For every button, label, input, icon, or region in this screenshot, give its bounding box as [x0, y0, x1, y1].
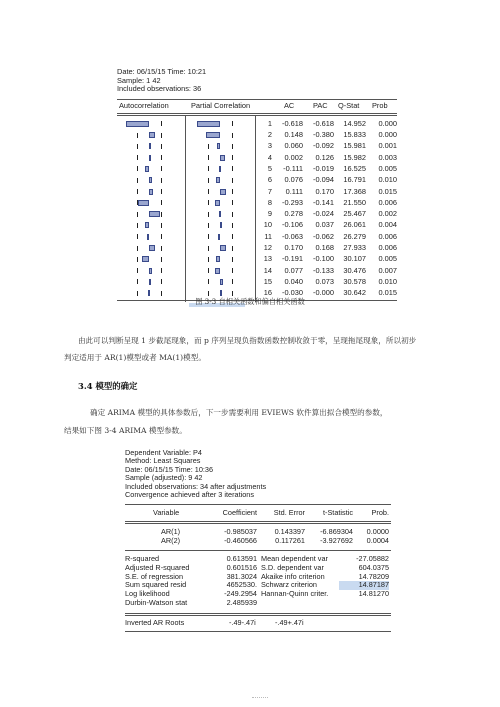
correlogram-row	[117, 188, 397, 198]
pac-value: 0.170	[315, 186, 334, 196]
pac-value: -0.062	[313, 231, 334, 241]
qstat-value: 16.525	[343, 163, 366, 173]
col-ac: AC	[284, 100, 295, 110]
confidence-mark	[137, 279, 138, 284]
correlogram-row	[117, 221, 397, 231]
ac-bar	[149, 143, 151, 149]
confidence-mark	[208, 200, 209, 205]
confidence-mark	[232, 234, 233, 239]
confidence-mark	[137, 133, 138, 138]
page-footer-mark	[252, 697, 268, 699]
pac-bar	[217, 143, 220, 149]
ac-bar	[138, 200, 149, 206]
ac-value: 0.002	[284, 152, 303, 162]
roots-label: Inverted AR Roots	[125, 617, 185, 627]
regression-output	[125, 449, 391, 632]
stat-value: -249.2954	[224, 589, 257, 599]
correlogram-row	[117, 233, 397, 243]
pac-value: -0.000	[313, 288, 334, 298]
ac-value: -0.111	[283, 163, 303, 173]
confidence-mark	[161, 133, 162, 138]
confidence-mark	[161, 155, 162, 160]
ac-bar	[148, 290, 150, 296]
dependent-variable: Dependent Variable: P4	[125, 448, 202, 457]
lag-number: 9	[267, 209, 272, 219]
stat-label: R-squared	[125, 554, 160, 564]
ac-value: -0.030	[282, 288, 303, 298]
stat-label: Log likelihood	[125, 589, 170, 599]
pac-bar	[216, 256, 220, 262]
stat-value: 2.485939	[226, 598, 257, 608]
pac-value: -0.100	[313, 254, 334, 264]
prob-value: 0.006	[378, 231, 397, 241]
paragraph-line: 结果如下图 3-4 ARIMA 模型参数。	[64, 426, 187, 435]
table-row	[125, 537, 391, 546]
confidence-mark	[232, 279, 233, 284]
confidence-mark	[208, 279, 209, 284]
confidence-mark	[232, 268, 233, 273]
confidence-mark	[232, 189, 233, 194]
ac-bar	[149, 268, 152, 274]
correlogram-row	[117, 165, 397, 175]
ac-bar	[149, 189, 153, 195]
stats-row	[125, 599, 391, 608]
confidence-mark	[208, 144, 209, 149]
t-statistic-value: -3.927692	[320, 536, 353, 546]
col-std-error: Std. Error	[273, 508, 305, 518]
pac-bar	[220, 279, 223, 285]
figure-caption: 图 3-3 自相关函数和偏自相关函数	[195, 297, 305, 306]
paragraph-line: 确定 ARIMA 模型的具体参数后，下一步需要利用 EVIEWS 软件算出拟合模型的参数，	[90, 408, 388, 417]
lag-number: 7	[267, 186, 272, 196]
correlogram-row	[117, 131, 397, 141]
ac-bar	[145, 222, 149, 228]
ac-bar	[149, 279, 151, 285]
divider	[125, 631, 391, 632]
ac-value: 0.077	[284, 265, 303, 275]
pac-bar	[220, 290, 222, 296]
correlogram-rows	[117, 116, 397, 300]
coefficient-value: -0.460566	[224, 536, 257, 546]
paragraph-line: 由此可以判断呈现 1 步截尾现象，而 p 序列呈现负指数函数控制收敛于零，呈现拖尾现象，所以初步	[78, 336, 417, 345]
ac-bar	[126, 121, 149, 127]
pac-bar	[197, 121, 220, 127]
coefficient-header-row	[125, 505, 391, 521]
qstat-value: 16.791	[343, 175, 366, 185]
lag-number: 2	[267, 130, 272, 140]
confidence-mark	[232, 257, 233, 262]
prob-value: 0.001	[378, 141, 397, 151]
confidence-mark	[137, 144, 138, 149]
confidence-mark	[137, 223, 138, 228]
pac-bar	[215, 200, 220, 206]
section-heading: 3.4 模型的确定	[78, 381, 138, 391]
stat-label: Akaike info criterion	[261, 571, 325, 581]
col-partial-correlation: Partial Correlation	[191, 100, 251, 110]
stat-label: Schwarz criterion	[261, 580, 317, 590]
ac-bar	[149, 132, 155, 138]
confidence-mark	[161, 234, 162, 239]
root-value: -.49+.47i	[275, 617, 304, 627]
ac-value: 0.170	[284, 243, 303, 253]
ac-value: 0.148	[284, 130, 303, 140]
correlogram-row	[117, 278, 397, 288]
lag-number: 1	[267, 118, 272, 128]
confidence-mark	[137, 166, 138, 171]
lag-number: 14	[263, 265, 272, 275]
coefficient-table	[125, 505, 391, 631]
correlogram-date: Date: 06/15/15 Time: 10:21	[117, 67, 207, 76]
prob-value: 0.003	[378, 152, 397, 162]
variable-name: AR(1)	[161, 527, 181, 537]
qstat-value: 26.061	[343, 220, 366, 230]
qstat-value: 27.933	[343, 243, 366, 253]
pac-value: -0.092	[313, 141, 334, 151]
confidence-mark	[161, 246, 162, 251]
pac-bar	[219, 166, 221, 172]
stat-value: 0.613591	[226, 554, 257, 564]
method: Method: Least Squares	[125, 456, 201, 466]
qstat-value: 30.578	[343, 276, 366, 286]
pac-bar	[220, 155, 225, 161]
correlogram-column-headers	[117, 100, 397, 113]
ac-bar	[145, 166, 149, 172]
correlogram-row	[117, 244, 397, 254]
correlogram-header	[117, 68, 397, 94]
prob-value: 0.007	[378, 265, 397, 275]
ac-value: -0.618	[282, 118, 303, 128]
ac-value: -0.106	[282, 220, 303, 230]
confidence-mark	[208, 257, 209, 262]
pac-bar	[220, 222, 222, 228]
std-error-value: 0.117261	[275, 536, 305, 546]
col-coefficient: Coefficient	[222, 508, 257, 518]
qstat-value: 30.107	[343, 254, 366, 264]
paragraph-line: 判定适用于 AR(1)模型或者 MA(1)模型。	[64, 353, 206, 362]
confidence-mark	[208, 189, 209, 194]
confidence-mark	[208, 212, 209, 217]
prob-value: 0.005	[378, 163, 397, 173]
confidence-mark	[208, 246, 209, 251]
ac-value: -0.191	[282, 254, 303, 264]
col-prob: Prob.	[371, 508, 389, 518]
prob-value: 0.010	[378, 175, 397, 185]
correlogram-row	[117, 154, 397, 164]
confidence-mark	[232, 133, 233, 138]
pac-bar	[219, 211, 221, 217]
col-t-statistic: t-Statistic	[322, 508, 353, 518]
confidence-mark	[161, 189, 162, 194]
prob-value: 0.015	[378, 186, 397, 196]
lag-number: 10	[263, 220, 272, 230]
ac-value: 0.060	[284, 141, 303, 151]
correlogram-observations: Included observations: 36	[117, 84, 202, 94]
lag-number: 6	[267, 175, 272, 185]
sample: Sample (adjusted): 9 42	[125, 473, 203, 483]
correlogram-row	[117, 255, 397, 265]
confidence-mark	[137, 257, 138, 262]
lag-number: 12	[263, 243, 272, 253]
pac-value: 0.037	[315, 220, 334, 230]
observations: Included observations: 34 after adjustments	[125, 481, 267, 491]
pac-bar	[218, 234, 220, 240]
confidence-mark	[208, 268, 209, 273]
lag-number: 13	[263, 254, 272, 264]
prob-value: 0.010	[378, 276, 397, 286]
qstat-value: 25.467	[343, 209, 366, 219]
pac-value: -0.618	[313, 118, 334, 128]
prob-value: 0.004	[378, 220, 397, 230]
confidence-mark	[232, 246, 233, 251]
correlogram-row	[117, 142, 397, 152]
confidence-mark	[137, 291, 138, 296]
confidence-mark	[161, 178, 162, 183]
stat-value: 604.0375	[358, 562, 389, 572]
t-statistic-value: -6.869304	[320, 527, 353, 537]
convergence: Convergence achieved after 3 iterations	[125, 490, 254, 500]
stat-label: S.D. dependent var	[261, 562, 324, 572]
confidence-mark	[161, 223, 162, 228]
confidence-mark	[137, 246, 138, 251]
confidence-mark	[232, 212, 233, 217]
qstat-value: 30.476	[343, 265, 366, 275]
prob-value: 0.006	[378, 243, 397, 253]
confidence-mark	[232, 144, 233, 149]
confidence-mark	[232, 178, 233, 183]
pac-value: 0.126	[315, 152, 334, 162]
ac-bar	[149, 155, 151, 161]
confidence-mark	[161, 291, 162, 296]
stat-value: 14.81270	[358, 589, 389, 599]
confidence-mark	[161, 257, 162, 262]
lag-number: 3	[267, 141, 272, 151]
date: Date: 06/15/15 Time: 10:36	[125, 464, 214, 474]
stat-label: S.E. of regression	[125, 571, 183, 581]
correlogram-row	[117, 120, 397, 130]
pac-value: 0.168	[315, 243, 334, 253]
stat-label: Mean dependent var	[261, 554, 328, 564]
prob-value: 0.0000	[366, 527, 389, 537]
pac-value: -0.380	[313, 130, 334, 140]
stat-label: Sum squared resid	[125, 580, 187, 590]
confidence-mark	[161, 121, 162, 126]
stat-value: -27.05882	[356, 554, 389, 564]
ac-value: -0.063	[282, 231, 303, 241]
ac-bar	[142, 256, 149, 262]
confidence-mark	[208, 234, 209, 239]
confidence-mark	[232, 155, 233, 160]
confidence-mark	[232, 223, 233, 228]
confidence-mark	[161, 166, 162, 171]
pac-value: -0.024	[313, 209, 334, 219]
pac-bar	[216, 177, 220, 183]
pac-bar	[220, 189, 226, 195]
ac-bar	[147, 234, 149, 240]
stat-value: 381.3024	[226, 571, 257, 581]
qstat-value: 15.981	[343, 141, 366, 151]
ac-bar	[149, 245, 155, 251]
stat-value: 4652530.	[226, 580, 257, 590]
lag-number: 8	[267, 197, 272, 207]
confidence-mark	[137, 234, 138, 239]
confidence-mark	[161, 212, 162, 217]
correlogram-row	[117, 267, 397, 277]
pac-value: -0.094	[313, 175, 334, 185]
confidence-mark	[161, 200, 162, 205]
confidence-mark	[161, 144, 162, 149]
lag-number: 4	[267, 152, 272, 162]
confidence-mark	[208, 155, 209, 160]
ac-value: 0.278	[284, 209, 303, 219]
lag-number: 16	[263, 288, 272, 298]
confidence-mark	[208, 223, 209, 228]
confidence-mark	[161, 268, 162, 273]
pac-bar	[206, 132, 220, 138]
stat-label: Durbin-Watson stat	[125, 598, 188, 608]
correlogram-row	[117, 199, 397, 209]
stat-value: 14.78209	[358, 571, 389, 581]
lag-number: 11	[264, 231, 272, 241]
col-autocorrelation: Autocorrelation	[119, 100, 169, 110]
prob-value: 0.002	[378, 209, 397, 219]
confidence-mark	[232, 121, 233, 126]
pac-value: -0.019	[313, 163, 334, 173]
col-variable: Variable	[153, 508, 180, 518]
qstat-value: 14.952	[343, 118, 366, 128]
confidence-mark	[208, 166, 209, 171]
prob-value: 0.000	[378, 130, 397, 140]
qstat-value: 26.279	[343, 231, 366, 241]
prob-value: 0.0004	[366, 536, 389, 546]
qstat-value: 15.982	[343, 152, 366, 162]
pac-value: -0.133	[313, 265, 334, 275]
ac-value: -0.293	[282, 197, 303, 207]
regression-meta	[125, 449, 391, 499]
confidence-mark	[137, 268, 138, 273]
confidence-mark	[137, 189, 138, 194]
confidence-mark	[232, 291, 233, 296]
correlogram	[117, 68, 397, 301]
ac-value: 0.040	[284, 276, 303, 286]
root-value: -.49-.47i	[229, 617, 256, 627]
col-qstat: Q-Stat	[338, 100, 360, 110]
confidence-mark	[161, 279, 162, 284]
qstat-value: 17.368	[343, 186, 366, 196]
confidence-mark	[137, 155, 138, 160]
ac-value: 0.076	[284, 175, 303, 185]
confidence-mark	[208, 291, 209, 296]
ac-value: 0.111	[285, 186, 303, 196]
ac-bar	[149, 211, 160, 217]
prob-value: 0.015	[378, 288, 397, 298]
pac-value: -0.141	[313, 197, 334, 207]
confidence-mark	[208, 178, 209, 183]
confidence-mark	[137, 212, 138, 217]
pac-bar	[215, 268, 220, 274]
lag-number: 15	[263, 276, 272, 286]
correlogram-sample: Sample: 1 42	[117, 75, 161, 85]
stat-label: Adjusted R-squared	[125, 562, 190, 572]
stat-value-selected: 14.87187	[339, 581, 389, 589]
qstat-value: 21.550	[343, 197, 366, 207]
std-error-value: 0.143397	[274, 527, 305, 537]
col-prob: Prob	[372, 100, 388, 110]
confidence-mark	[232, 200, 233, 205]
confidence-mark	[232, 166, 233, 171]
col-pac: PAC	[313, 100, 328, 110]
correlogram-row	[117, 176, 397, 186]
lag-number: 5	[267, 163, 272, 173]
qstat-value: 30.642	[343, 288, 366, 298]
ac-bar	[149, 177, 152, 183]
qstat-value: 15.833	[343, 130, 366, 140]
prob-value: 0.005	[378, 254, 397, 264]
pac-bar	[220, 245, 226, 251]
roots-row	[125, 619, 391, 628]
stat-label: Hannan-Quinn criter.	[261, 589, 329, 599]
stat-value: 0.601516	[226, 562, 257, 572]
prob-value: 0.006	[378, 197, 397, 207]
variable-name: AR(2)	[161, 536, 181, 546]
confidence-mark	[137, 178, 138, 183]
prob-value: 0.000	[378, 118, 397, 128]
coefficient-value: -0.985037	[224, 527, 257, 537]
pac-value: 0.073	[315, 276, 334, 286]
